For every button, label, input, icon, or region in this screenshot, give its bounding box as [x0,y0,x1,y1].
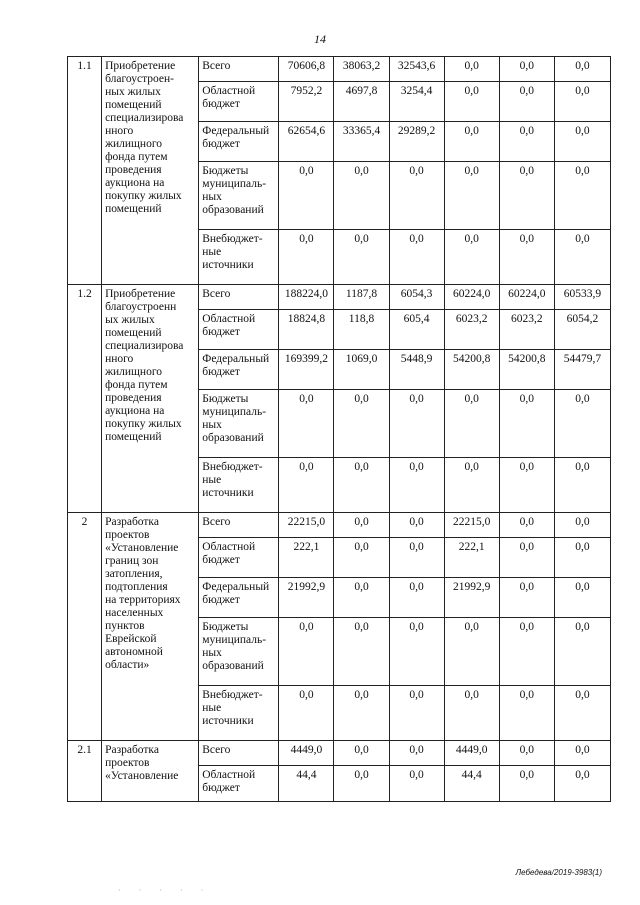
table-cell: 0,0 [554,458,610,513]
table-cell: 18824,8 [279,310,334,350]
table-cell: 0,0 [554,686,610,741]
table-cell: 0,0 [389,538,444,578]
table-cell: 0,0 [554,122,610,162]
table-cell: 1069,0 [334,350,389,390]
measure-name: Разработка проектов «Установление [102,741,199,802]
row-number: 2 [68,513,102,741]
table-cell: 0,0 [389,390,444,458]
table-cell: 0,0 [334,390,389,458]
table-cell: 0,0 [444,82,499,122]
table-cell: 0,0 [279,686,334,741]
table-cell: 44,4 [279,766,334,802]
table-cell: 118,8 [334,310,389,350]
table-cell: 0,0 [444,57,499,82]
table-row [68,741,611,766]
table-cell: 0,0 [499,82,554,122]
table-cell: 0,0 [279,230,334,285]
table-cell: 0,0 [554,82,610,122]
table-cell: 222,1 [279,538,334,578]
table-cell: 0,0 [499,686,554,741]
scan-noise: · · · · · [118,886,212,895]
table-cell: 6023,2 [499,310,554,350]
document-footer: Лебедева/2019-3983(1) [515,868,602,877]
table-cell: 0,0 [389,513,444,538]
table-cell: 38063,2 [334,57,389,82]
table-cell: 0,0 [444,686,499,741]
table-cell: 22215,0 [444,513,499,538]
table-cell: 0,0 [554,390,610,458]
table-cell: 0,0 [279,618,334,686]
table-cell: 0,0 [389,766,444,802]
table-cell: 32543,6 [389,57,444,82]
table-cell: 33365,4 [334,122,389,162]
funding-source: Федеральный бюджет [199,350,279,390]
table-cell: 0,0 [389,741,444,766]
table-cell: 0,0 [499,538,554,578]
table-cell: 60224,0 [499,285,554,310]
table-cell: 6023,2 [444,310,499,350]
table-cell: 54479,7 [554,350,610,390]
table-cell: 0,0 [334,766,389,802]
table-cell: 0,0 [499,578,554,618]
table-cell: 60224,0 [444,285,499,310]
table-cell: 0,0 [499,513,554,538]
table-cell: 21992,9 [444,578,499,618]
row-number: 1.1 [68,57,102,285]
table-cell: 60533,9 [554,285,610,310]
table-cell: 44,4 [444,766,499,802]
table-cell: 0,0 [389,578,444,618]
table-cell: 0,0 [554,741,610,766]
table-cell: 0,0 [389,230,444,285]
funding-source: Внебюджет- ные источники [199,230,279,285]
table-cell: 21992,9 [279,578,334,618]
funding-source: Областной бюджет [199,766,279,802]
measure-name: Приобретение благоустроенн ых жилых помещений специализирова нного жилищного фонда путем проведения аукциона на покупку жилых помещений [102,285,199,513]
table-cell: 0,0 [499,230,554,285]
table-cell: 0,0 [554,162,610,230]
table-cell: 62654,6 [279,122,334,162]
table-cell: 4449,0 [279,741,334,766]
measure-name: Разработка проектов «Установление границ зон затопления, подтопления на территориях населенных пунктов Еврейской автономной области» [102,513,199,741]
funding-source: Бюджеты муниципаль- ных образований [199,390,279,458]
table-cell: 54200,8 [444,350,499,390]
table-cell: 0,0 [499,766,554,802]
table-cell: 54200,8 [499,350,554,390]
table-cell: 29289,2 [389,122,444,162]
funding-source: Всего [199,513,279,538]
row-number: 1.2 [68,285,102,513]
table-cell: 0,0 [389,618,444,686]
table-row [68,285,611,310]
table-cell: 0,0 [499,122,554,162]
table-cell: 0,0 [389,162,444,230]
table-cell: 0,0 [554,618,610,686]
table-cell: 0,0 [334,458,389,513]
funding-source: Бюджеты муниципаль- ных образований [199,162,279,230]
table-cell: 0,0 [279,458,334,513]
funding-source: Областной бюджет [199,538,279,578]
table-cell: 0,0 [499,458,554,513]
table-cell: 7952,2 [279,82,334,122]
table-cell: 6054,3 [389,285,444,310]
funding-source: Внебюджет- ные источники [199,686,279,741]
funding-source: Всего [199,285,279,310]
funding-source: Всего [199,741,279,766]
table-cell: 0,0 [444,458,499,513]
table-cell: 0,0 [499,57,554,82]
funding-source: Областной бюджет [199,310,279,350]
table-row [68,513,611,538]
table-cell: 4697,8 [334,82,389,122]
table-cell: 70606,8 [279,57,334,82]
table-cell: 0,0 [334,230,389,285]
table-cell: 0,0 [499,390,554,458]
budget-table [67,56,611,802]
table-cell: 22215,0 [279,513,334,538]
table-cell: 4449,0 [444,741,499,766]
table-cell: 0,0 [444,122,499,162]
table-cell: 0,0 [499,741,554,766]
table-cell: 222,1 [444,538,499,578]
funding-source: Областной бюджет [199,82,279,122]
table-cell: 0,0 [279,162,334,230]
table-cell: 605,4 [389,310,444,350]
table-cell: 0,0 [444,162,499,230]
table-cell: 0,0 [554,578,610,618]
measure-name: Приобретение благоустроен- ных жилых помещений специализирова нного жилищного фонда путем проведения аукциона на покупку жилых помещений [102,57,199,285]
table-cell: 0,0 [279,390,334,458]
table-cell: 0,0 [444,618,499,686]
table-cell: 0,0 [334,538,389,578]
table-cell: 3254,4 [389,82,444,122]
table-cell: 0,0 [499,618,554,686]
table-cell: 0,0 [554,766,610,802]
table-cell: 0,0 [334,686,389,741]
table-cell: 0,0 [389,686,444,741]
funding-source: Всего [199,57,279,82]
table-cell: 6054,2 [554,310,610,350]
table-cell: 0,0 [334,162,389,230]
table-cell: 169399,2 [279,350,334,390]
table-cell: 1187,8 [334,285,389,310]
table-cell: 188224,0 [279,285,334,310]
page-number: 14 [314,32,326,46]
table-row [68,57,611,82]
table-cell: 0,0 [554,538,610,578]
funding-source: Федеральный бюджет [199,122,279,162]
table-cell: 0,0 [554,513,610,538]
table-cell: 0,0 [334,513,389,538]
table-cell: 0,0 [389,458,444,513]
table-cell: 0,0 [334,741,389,766]
funding-source: Бюджеты муниципаль- ных образований [199,618,279,686]
row-number: 2.1 [68,741,102,802]
table-cell: 0,0 [334,578,389,618]
funding-source: Федеральный бюджет [199,578,279,618]
table-cell: 0,0 [334,618,389,686]
funding-source: Внебюджет- ные источники [199,458,279,513]
table-cell: 0,0 [499,162,554,230]
table-cell: 0,0 [444,230,499,285]
table-cell: 0,0 [554,57,610,82]
table-cell: 5448,9 [389,350,444,390]
table-cell: 0,0 [444,390,499,458]
table-cell: 0,0 [554,230,610,285]
